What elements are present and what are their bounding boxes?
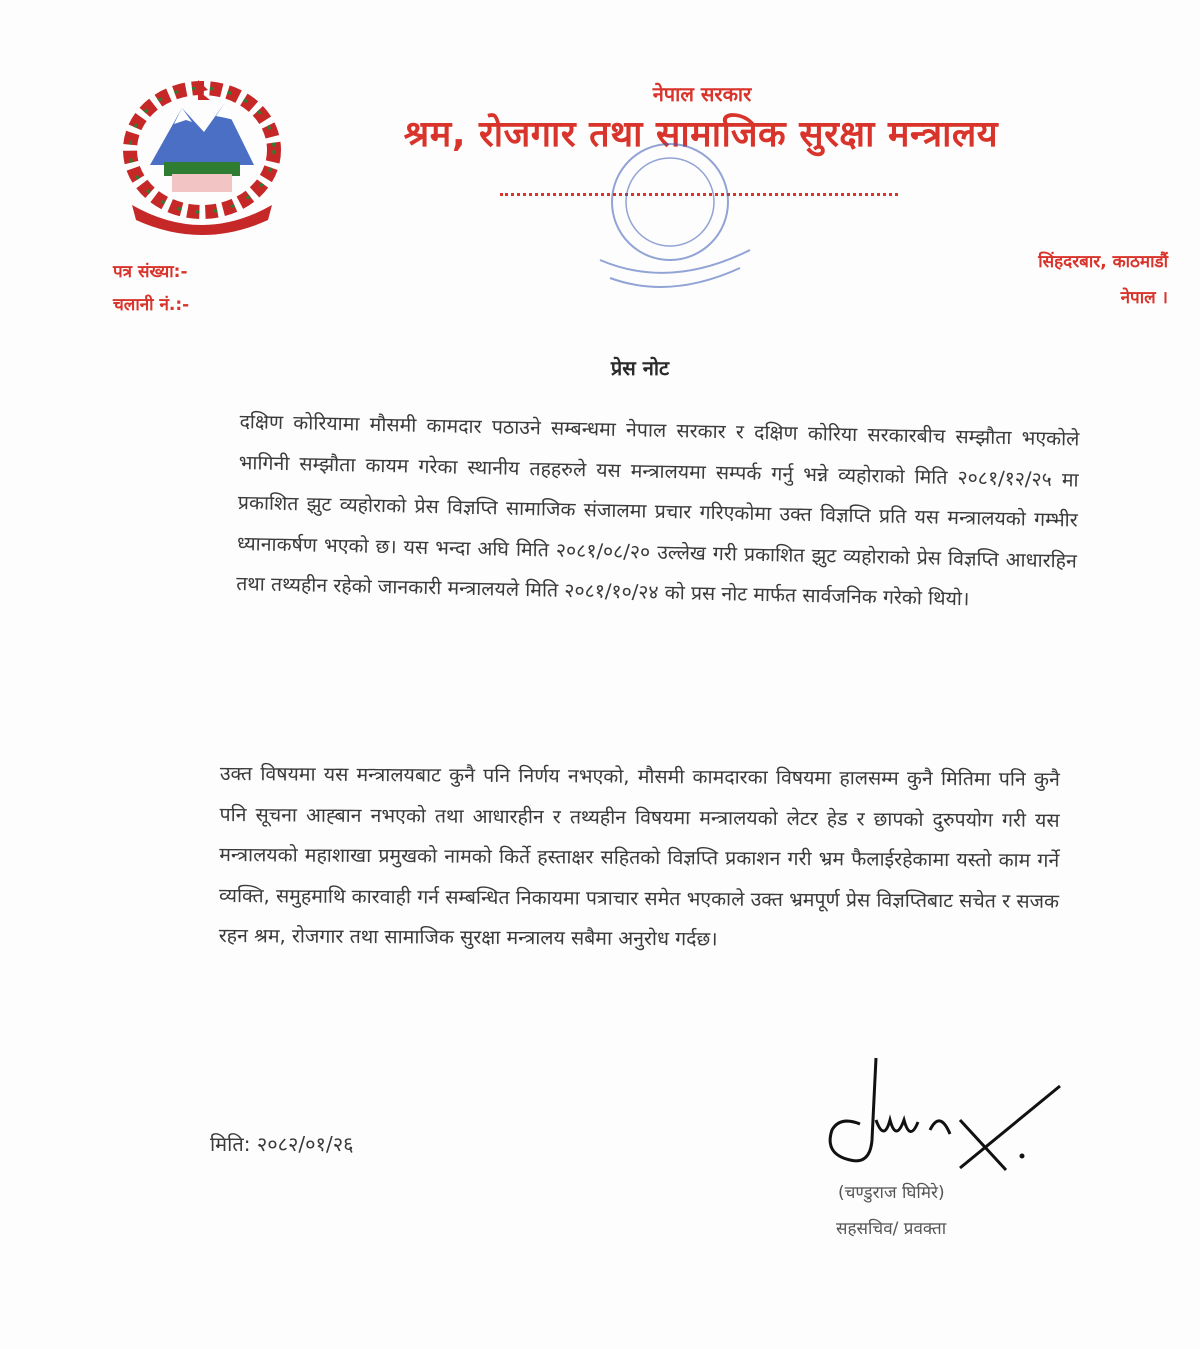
nepal-emblem-icon <box>112 70 292 235</box>
body-paragraph-2: उक्त विषयमा यस मन्त्रालयबाट कुनै पनि निर्णय नभएको, मौसमी कामदारका विषयमा हालसम्म कुनै मितिमा पनि कुनै पनि सूचना आह्बान नभएको तथा आधारहीन र तथ्यहीन विषयमा मन्त्रालयको लेटर हेड र छापको दुरुपयोग गरी यस मन्त्रालयको महाशाखा प्रमुखको नामको किर्ते हस्ताक्षर सहितको विज्ञप्ति प्रकाशन गरी भ्रम फैलाईरहेकामा यस्तो काम गर्ने व्यक्ति, समुहमाथि कारवाही गर्न सम्बन्धित निकायमा पत्राचार समेत भएकाले उक्त भ्रमपूर्ण प्रेस विज्ञप्तिबाट सचेत र सजक रहन श्रम, रोजगार तथा सामाजिक सुरक्षा मन्त्रालय सबैमा अनुरोध गर्दछ। <box>218 761 1060 951</box>
issue-date: मिति: २०८२/०१/२६ <box>210 1132 354 1156</box>
letter-number-label: पत्र संख्या:- <box>113 262 188 282</box>
address-line-1: सिंहदरबार, काठमाडौं <box>1038 252 1168 272</box>
signature-icon <box>810 1050 1070 1190</box>
government-name: नेपाल सरकार <box>652 82 752 106</box>
signatory-name: (चण्डुराज घिमिरे) <box>838 1183 945 1203</box>
document-title: प्रेस नोट <box>610 356 670 380</box>
official-stamp-icon <box>560 140 780 300</box>
signatory-title: सहसचिव/ प्रवक्ता <box>836 1219 947 1239</box>
address-line-2: नेपाल । <box>1120 288 1168 308</box>
dispatch-number-label: चलानी नं.:- <box>113 295 190 315</box>
ministry-name: श्रम, रोजगार तथा सामाजिक सुरक्षा मन्त्रालय <box>403 114 999 155</box>
body-paragraph-1: दक्षिण कोरियामा मौसमी कामदार पठाउने सम्बन्धमा नेपाल सरकार र दक्षिण कोरिया सरकारबीच सम्झौता भएकोले भागिनी सम्झौता कायम गरेका स्थानीय तहहरुले यस मन्त्रालयमा सम्पर्क गर्नु भन्ने व्यहोराको मिति २०८१/१२/२५ मा प्रकाशित झुट व्यहोराको प्रेस विज्ञप्ति सामाजिक संजालमा प्रचार गरिएकोमा उक्त विज्ञप्ति प्रति यस मन्त्रालयको गम्भीर ध्यानाकर्षण भएको छ। यस भन्दा अघि मिति २०८१/०८/२० उल्लेख गरी प्रकाशित झुट व्यहोराको प्रेस विज्ञप्ति आधारहिन तथा तथ्यहीन रहेको जानकारी मन्त्रालयले मिति २०८१/१०/२४ को प्रस नोट मार्फत सार्वजनिक गरेको थियो। <box>235 409 1080 611</box>
